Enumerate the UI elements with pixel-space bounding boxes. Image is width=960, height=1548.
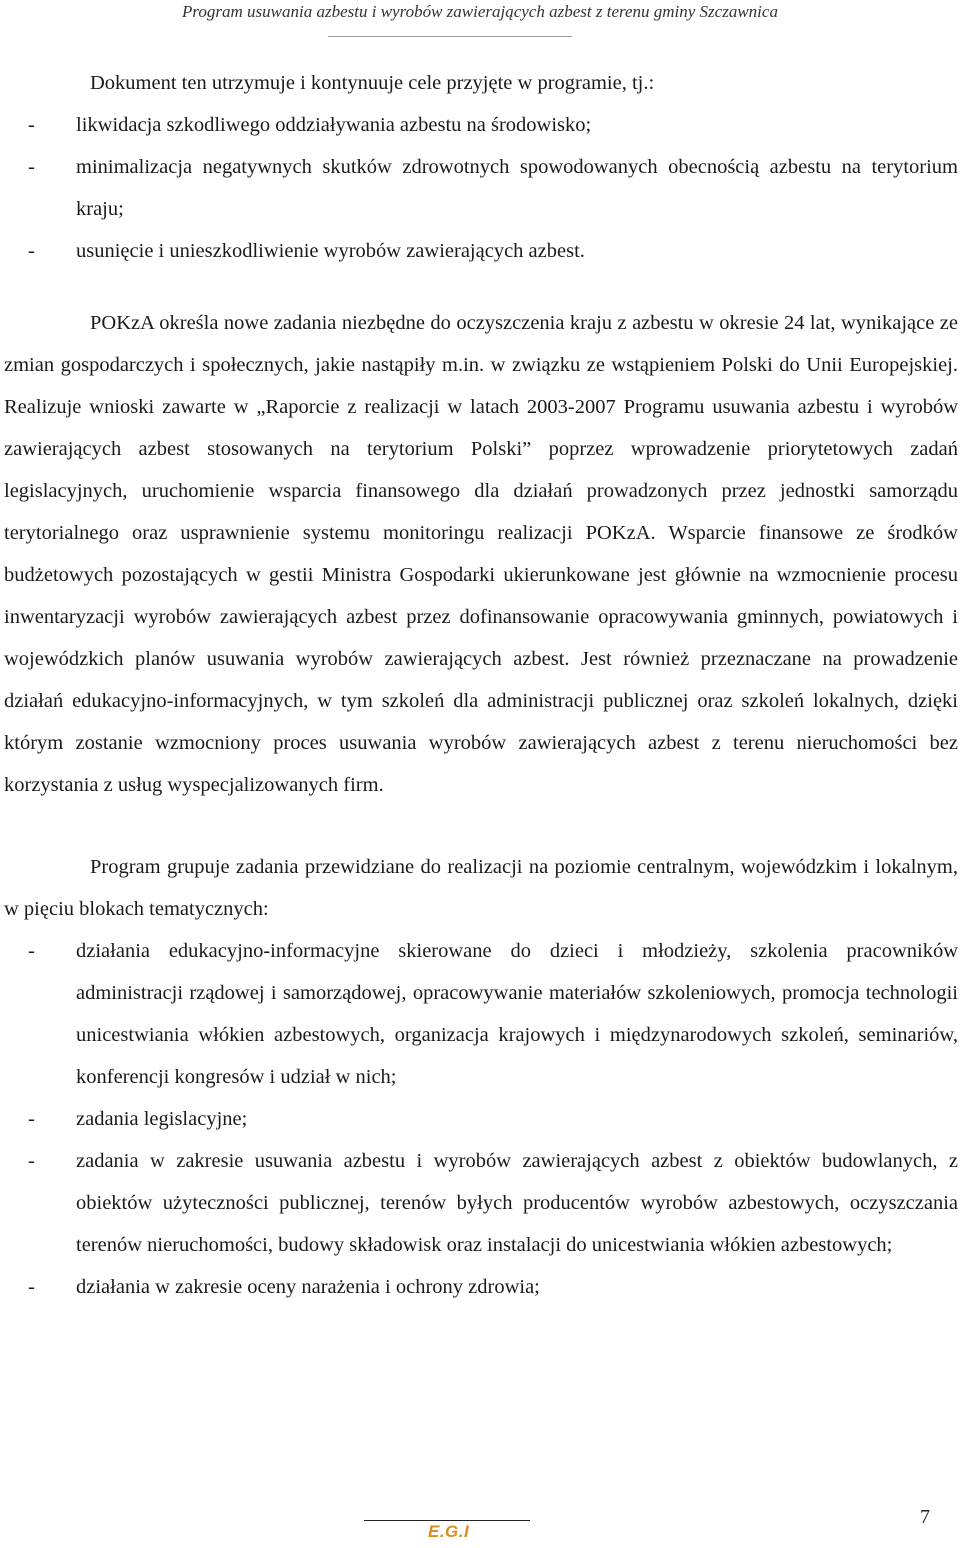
block-item bbox=[4, 1098, 958, 1140]
goal-text: usunięcie i unieszkodliwienie wyrobów zawierających azbest. bbox=[76, 240, 585, 262]
list-dash: - bbox=[28, 1108, 35, 1130]
page-header bbox=[0, 0, 960, 40]
list-dash: - bbox=[28, 240, 35, 262]
block-text: zadania legislacyjne; bbox=[76, 1108, 248, 1130]
goal-item bbox=[4, 146, 958, 230]
block-text: działania w zakresie oceny narażenia i ochrony zdrowia; bbox=[76, 1276, 540, 1298]
list-dash: - bbox=[28, 940, 35, 962]
list-dash: - bbox=[28, 156, 35, 178]
block-item bbox=[4, 930, 958, 1098]
page-footer bbox=[0, 1496, 960, 1548]
list-dash: - bbox=[28, 114, 35, 136]
goals-list bbox=[4, 104, 958, 272]
intro-sentence: Dokument ten utrzymuje i kontynuuje cele przyjęte w programie, tj.: bbox=[90, 72, 655, 94]
list-dash: - bbox=[28, 1150, 35, 1172]
list-dash: - bbox=[28, 1276, 35, 1298]
goal-item bbox=[4, 230, 958, 272]
pokza-paragraph: POKzA określa nowe zadania niezbędne do oczyszczenia kraju z azbestu w okresie 24 lat, wynikające ze zmian gospodarczych i społecznych, jakie nastąpiły m.in. w związku ze wstąpieniem Polski do Unii Europejskiej. Realizuje wnioski zawarte w „Raporcie z realizacji w latach 2003-2007 Programu usuwania azbestu i wyrobów zawierających azbest stosowanych na terytorium Polski” poprzez wprowadzenie priorytetowych zadań legislacyjnych, uruchomienie wsparcia finansowego dla działań prowadzonych przez jednostki samorządu terytorialnego oraz usprawnienie systemu monitoringu realizacji POKzA. Wsparcie finansowe ze środków budżetowych pozostających w gestii Ministra Gospodarki ukierunkowane jest głównie na wzmocnienie procesu inwentaryzacji wyrobów zawierających azbest przez dofinansowanie opracowywania gminnych, powiatowych i wojewódzkich planów usuwania wyrobów zawierających azbest. Jest również przeznaczane na prowadzenie działań edukacyjno-informacyjnych, w tym szkoleń dla administracji publicznej oraz szkoleń lokalnych, dzięki którym zostanie wzmocniony proces usuwania wyrobów zawierających azbest z terenu nieruchomości bez korzystania z usług wyspecjalizowanych firm. bbox=[4, 312, 958, 796]
document-running-title: Program usuwania azbestu i wyrobów zawierających azbest z terenu gminy Szczawnica bbox=[182, 2, 778, 21]
egi-logo: E.G.I bbox=[428, 1522, 470, 1541]
program-paragraph: Program grupuje zadania przewidziane do realizacji na poziomie centralnym, wojewódzkim i lokalnym, w pięciu blokach tematycznych: bbox=[4, 856, 958, 920]
footer-divider bbox=[364, 1520, 530, 1521]
paragraph-spacer bbox=[4, 806, 958, 846]
goal-text: likwidacja szkodliwego oddziaływania azbestu na środowisko; bbox=[76, 114, 592, 136]
goal-text: minimalizacja negatywnych skutków zdrowotnych spowodowanych obecnością azbestu na terytorium kraju; bbox=[76, 156, 958, 220]
block-text: działania edukacyjno-informacyjne skierowane do dzieci i młodzieży, szkolenia pracowników administracji rządowej i samorządowej, opracowywanie materiałów szkoleniowych, promocja technologii unicestwiania włókien azbestowych, organizacja krajowych i międzynarodowych szkoleń, seminariów, konferencji kongresów i udział w nich; bbox=[76, 940, 958, 1088]
page-number: 7 bbox=[920, 1506, 930, 1528]
thematic-blocks-list bbox=[4, 930, 958, 1308]
header-divider bbox=[328, 36, 572, 37]
block-text: zadania w zakresie usuwania azbestu i wyrobów zawierających azbest z obiektów budowlanych, z obiektów użyteczności publicznej, terenów byłych producentów wyrobów azbestowych, oczyszczania terenów nieruchomości, budowy składowisk oraz instalacji do unicestwiania włókien azbestowych; bbox=[76, 1150, 958, 1256]
document-body bbox=[4, 62, 958, 1308]
paragraph-spacer bbox=[4, 272, 958, 302]
block-item bbox=[4, 1140, 958, 1266]
goal-item bbox=[4, 104, 958, 146]
block-item bbox=[4, 1266, 958, 1308]
